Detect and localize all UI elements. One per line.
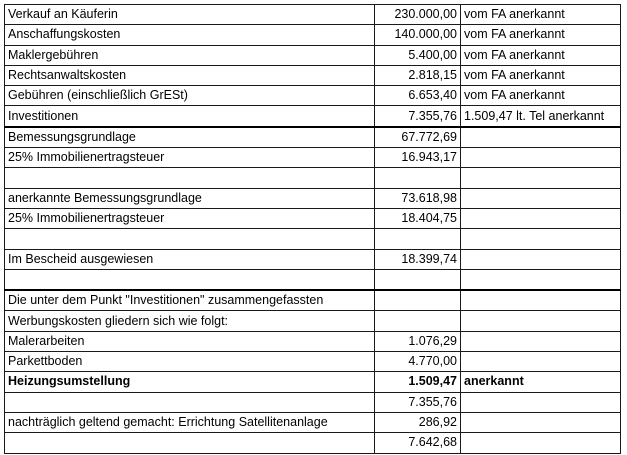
value-cell[interactable]: 1.509,47 [375,372,461,392]
label-cell[interactable]: Verkauf an Käuferin [5,5,375,25]
label-cell[interactable]: Bemessungsgrundlage [5,127,375,148]
label-cell[interactable]: Malerarbeiten [5,331,375,351]
note-cell[interactable] [461,269,621,290]
value-cell[interactable]: 7.355,76 [375,106,461,127]
table-row [5,86,621,106]
label-cell[interactable]: Parkettboden [5,352,375,372]
label-cell[interactable]: nachträglich geltend gemacht: Errichtung Satellitenanlage [5,412,375,432]
label-cell[interactable]: Im Bescheid ausgewiesen [5,249,375,269]
spreadsheet-body [5,5,621,454]
table-row [5,311,621,331]
label-cell[interactable]: Werbungskosten gliedern sich wie folgt: [5,311,375,331]
value-cell[interactable]: 286,92 [375,412,461,432]
table-row [5,65,621,85]
label-cell[interactable]: 25% Immobilienertragsteuer [5,208,375,228]
label-cell[interactable]: Gebühren (einschließlich GrESt) [5,86,375,106]
note-cell[interactable]: vom FA anerkannt [461,5,621,25]
value-cell[interactable]: 7.355,76 [375,392,461,412]
value-cell[interactable] [375,229,461,249]
note-cell[interactable] [461,392,621,412]
value-cell[interactable]: 7.642,68 [375,433,461,453]
note-cell[interactable] [461,433,621,453]
table-row [5,5,621,25]
table-row [5,249,621,269]
label-cell[interactable] [5,433,375,453]
note-cell[interactable] [461,168,621,188]
label-cell[interactable] [5,168,375,188]
label-cell[interactable] [5,269,375,290]
value-cell[interactable]: 5.400,00 [375,45,461,65]
value-cell[interactable]: 6.653,40 [375,86,461,106]
table-row [5,331,621,351]
value-cell[interactable]: 67.772,69 [375,127,461,148]
table-row [5,25,621,45]
label-cell[interactable]: Die unter dem Punkt "Investitionen" zusammengefassten [5,290,375,311]
table-row [5,290,621,311]
note-cell[interactable]: vom FA anerkannt [461,45,621,65]
note-cell[interactable]: anerkannt [461,372,621,392]
label-cell[interactable] [5,392,375,412]
value-cell[interactable]: 140.000,00 [375,25,461,45]
value-cell[interactable] [375,311,461,331]
note-cell[interactable] [461,188,621,208]
value-cell[interactable]: 2.818,15 [375,65,461,85]
note-cell[interactable] [461,249,621,269]
table-row [5,372,621,392]
value-cell[interactable]: 230.000,00 [375,5,461,25]
value-cell[interactable]: 1.076,29 [375,331,461,351]
label-cell[interactable]: Heizungsumstellung [5,372,375,392]
label-cell[interactable]: Investitionen [5,106,375,127]
table-row [5,188,621,208]
note-cell[interactable] [461,412,621,432]
table-row [5,106,621,127]
note-cell[interactable] [461,331,621,351]
label-cell[interactable] [5,229,375,249]
note-cell[interactable] [461,229,621,249]
spreadsheet-table [4,4,621,454]
note-cell[interactable] [461,311,621,331]
table-row [5,352,621,372]
table-row [5,269,621,290]
note-cell[interactable] [461,208,621,228]
note-cell[interactable] [461,290,621,311]
note-cell[interactable]: vom FA anerkannt [461,25,621,45]
label-cell[interactable]: Rechtsanwaltskosten [5,65,375,85]
value-cell[interactable]: 18.404,75 [375,208,461,228]
label-cell[interactable]: Maklergebühren [5,45,375,65]
table-row [5,127,621,148]
label-cell[interactable]: 25% Immobilienertragsteuer [5,148,375,168]
value-cell[interactable]: 16.943,17 [375,148,461,168]
note-cell[interactable] [461,352,621,372]
table-row [5,412,621,432]
value-cell[interactable] [375,168,461,188]
table-row [5,208,621,228]
table-row [5,433,621,453]
table-row [5,392,621,412]
value-cell[interactable] [375,290,461,311]
value-cell[interactable]: 73.618,98 [375,188,461,208]
note-cell[interactable]: vom FA anerkannt [461,65,621,85]
value-cell[interactable] [375,269,461,290]
label-cell[interactable]: anerkannte Bemessungsgrundlage [5,188,375,208]
note-cell[interactable] [461,148,621,168]
table-row [5,168,621,188]
table-row [5,148,621,168]
note-cell[interactable] [461,127,621,148]
label-cell[interactable]: Anschaffungskosten [5,25,375,45]
value-cell[interactable]: 4.770,00 [375,352,461,372]
note-cell[interactable]: vom FA anerkannt [461,86,621,106]
value-cell[interactable]: 18.399,74 [375,249,461,269]
note-cell[interactable]: 1.509,47 lt. Tel anerkannt [461,106,621,127]
table-row [5,229,621,249]
table-row [5,45,621,65]
